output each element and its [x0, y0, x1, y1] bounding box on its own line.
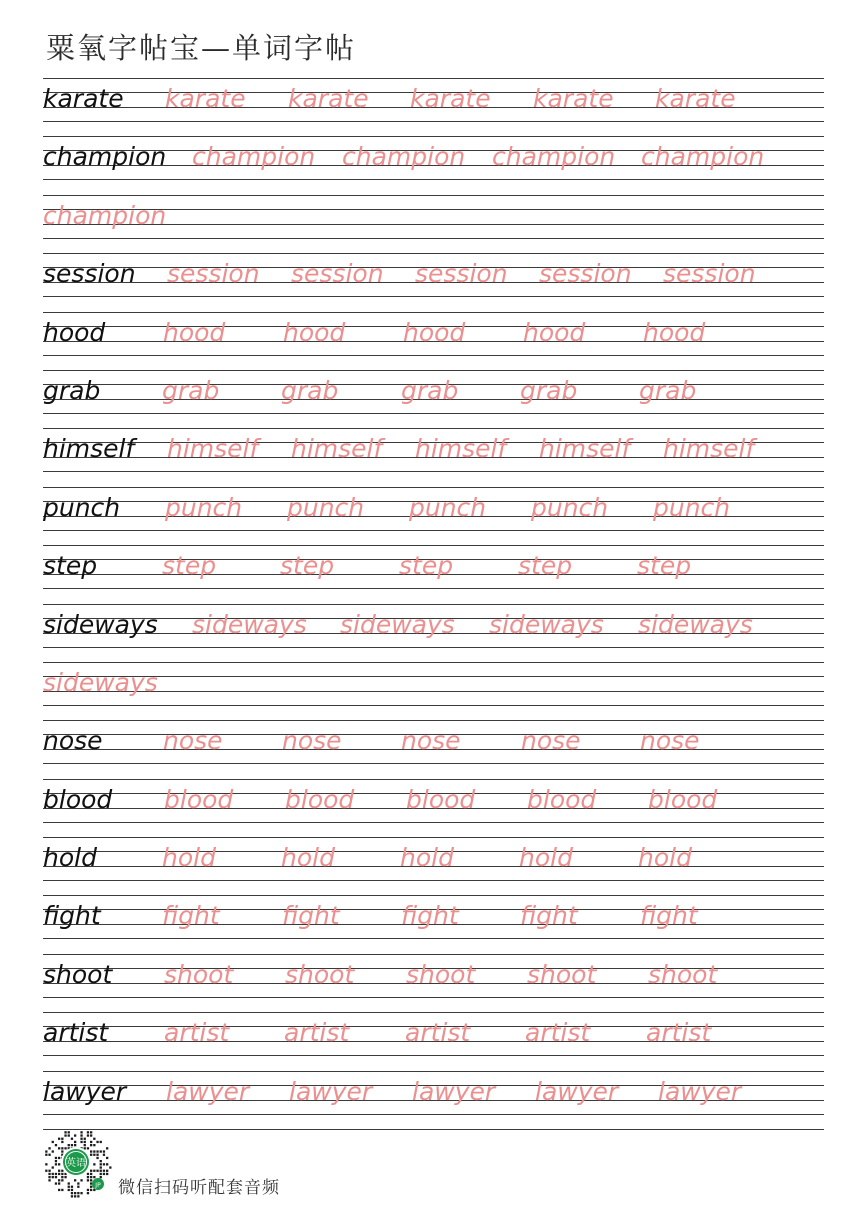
guide-line — [43, 179, 824, 180]
word-trace: himself — [167, 434, 259, 464]
word-trace: step — [399, 551, 454, 581]
word-trace: karate — [655, 84, 736, 113]
word-trace: nose — [282, 726, 342, 756]
word-trace: hold — [281, 843, 335, 873]
word-trace: nose — [401, 726, 461, 756]
practice-row — [43, 487, 824, 545]
guide-line — [43, 880, 824, 881]
svg-text:JP: JP — [95, 1182, 101, 1189]
word-trace: lawyer — [289, 1076, 373, 1106]
word-trace: himself — [415, 434, 507, 464]
word-trace: hood — [403, 317, 466, 347]
word-trace: artist — [284, 1018, 350, 1048]
word-trace: blood — [648, 784, 718, 814]
word-trace: fight — [282, 901, 340, 931]
word-model: shoot — [43, 959, 113, 989]
guide-line — [43, 413, 824, 414]
practice-row — [43, 78, 824, 136]
word-trace: hold — [638, 843, 692, 873]
guide-line — [43, 822, 824, 823]
word-trace: artist — [405, 1018, 471, 1048]
word-trace: punch — [653, 492, 731, 522]
word-trace: blood — [164, 784, 234, 814]
guide-line — [43, 895, 824, 896]
guide-line — [43, 136, 824, 137]
practice-row — [43, 428, 824, 486]
svg-text:英语: 英语 — [66, 1158, 86, 1169]
practice-row — [43, 312, 824, 370]
word-trace: grab — [281, 375, 339, 405]
word-trace: session — [291, 259, 384, 289]
word-model: blood — [43, 784, 113, 814]
guide-line — [43, 604, 824, 605]
practice-rows — [43, 78, 824, 1129]
word-trace: karate — [288, 84, 369, 113]
word-trace: hold — [400, 843, 454, 873]
guide-line — [43, 487, 824, 488]
word-trace: artist — [164, 1018, 230, 1048]
word-trace: hood — [643, 317, 706, 347]
word-trace: fight — [640, 901, 698, 931]
word-trace: blood — [285, 784, 355, 814]
guide-line — [43, 720, 824, 721]
word-trace: lawyer — [535, 1076, 619, 1106]
word-model: hood — [43, 317, 106, 347]
practice-row — [43, 1071, 824, 1129]
guide-line — [43, 705, 824, 706]
practice-row — [43, 895, 824, 953]
guide-line — [43, 545, 824, 546]
guide-line — [43, 195, 824, 196]
practice-row — [43, 1012, 824, 1070]
word-trace: champion — [192, 142, 316, 172]
word-trace: champion — [43, 200, 167, 230]
guide-line — [43, 763, 824, 764]
guide-line — [43, 1071, 824, 1072]
guide-line — [43, 954, 824, 955]
word-trace: step — [637, 551, 692, 581]
word-model: nose — [43, 726, 103, 756]
practice-row — [43, 779, 824, 837]
word-trace: shoot — [648, 959, 718, 989]
practice-row — [43, 195, 824, 253]
word-trace: nose — [640, 726, 700, 756]
word-trace: hood — [283, 317, 346, 347]
guide-line — [43, 121, 824, 122]
word-trace: champion — [641, 142, 765, 172]
guide-line — [43, 1055, 824, 1056]
guide-line — [43, 997, 824, 998]
word-trace: lawyer — [658, 1076, 742, 1106]
practice-row — [43, 837, 824, 895]
guide-line — [43, 662, 824, 663]
word-trace: sideways — [340, 609, 455, 639]
word-trace: punch — [287, 492, 365, 522]
word-trace: sideways — [489, 609, 604, 639]
word-trace: punch — [409, 492, 487, 522]
word-trace: session — [415, 259, 508, 289]
guide-line — [43, 253, 824, 254]
word-model: lawyer — [43, 1076, 127, 1106]
word-trace: lawyer — [412, 1076, 496, 1106]
guide-line — [43, 238, 824, 239]
word-trace: himself — [663, 434, 755, 464]
word-model: himself — [43, 434, 135, 464]
guide-line — [43, 471, 824, 472]
word-trace: karate — [410, 84, 491, 113]
practice-row — [43, 136, 824, 194]
word-trace: blood — [406, 784, 476, 814]
word-trace: lawyer — [166, 1076, 250, 1106]
guide-line — [43, 530, 824, 531]
guide-line — [43, 78, 824, 79]
word-trace: step — [162, 551, 217, 581]
word-trace: shoot — [527, 959, 597, 989]
word-trace: hood — [163, 317, 226, 347]
word-trace: punch — [531, 492, 609, 522]
word-model: fight — [43, 901, 101, 931]
guide-line — [43, 296, 824, 297]
guide-line — [43, 1114, 824, 1115]
guide-line — [43, 1012, 824, 1013]
guide-line — [43, 370, 824, 371]
word-trace: artist — [525, 1018, 591, 1048]
guide-line — [43, 355, 824, 356]
word-model: champion — [43, 142, 167, 172]
word-trace: sideways — [43, 667, 158, 697]
word-trace: champion — [342, 142, 466, 172]
word-trace: hold — [162, 843, 216, 873]
word-trace: shoot — [406, 959, 476, 989]
word-trace: grab — [162, 375, 220, 405]
guide-line — [43, 837, 824, 838]
word-trace: step — [518, 551, 573, 581]
word-trace: step — [280, 551, 335, 581]
word-trace: nose — [163, 726, 223, 756]
practice-row — [43, 253, 824, 311]
word-trace: fight — [401, 901, 459, 931]
word-trace: fight — [162, 901, 220, 931]
word-model: step — [43, 551, 98, 581]
word-model: karate — [43, 84, 124, 113]
word-trace: himself — [539, 434, 631, 464]
qr-code-icon — [40, 1126, 112, 1198]
guide-line — [43, 312, 824, 313]
word-model: session — [43, 259, 136, 289]
word-trace: session — [663, 259, 756, 289]
word-trace: himself — [291, 434, 383, 464]
word-model: hold — [43, 843, 97, 873]
word-trace: fight — [520, 901, 578, 931]
footer — [40, 1126, 340, 1206]
guide-line — [43, 428, 824, 429]
word-trace: shoot — [164, 959, 234, 989]
word-trace: karate — [165, 84, 246, 113]
guide-line — [43, 938, 824, 939]
word-trace: nose — [521, 726, 581, 756]
practice-row — [43, 604, 824, 662]
word-trace: artist — [646, 1018, 712, 1048]
word-trace: blood — [527, 784, 597, 814]
word-model: grab — [43, 375, 101, 405]
word-trace: champion — [492, 142, 616, 172]
page-title: 粟氧字帖宝—单词字帖 — [46, 31, 357, 65]
word-trace: hood — [523, 317, 586, 347]
word-model: punch — [43, 492, 121, 522]
word-trace: grab — [639, 375, 697, 405]
practice-row — [43, 545, 824, 603]
word-model: artist — [43, 1018, 109, 1048]
practice-row — [43, 370, 824, 428]
word-trace: session — [539, 259, 632, 289]
guide-line — [43, 588, 824, 589]
guide-line — [43, 779, 824, 780]
guide-line — [43, 691, 824, 692]
word-trace: shoot — [285, 959, 355, 989]
word-trace: punch — [165, 492, 243, 522]
practice-row — [43, 720, 824, 778]
word-trace: karate — [533, 84, 614, 113]
footer-caption: 微信扫码听配套音频 — [118, 1178, 280, 1198]
word-model: sideways — [43, 609, 158, 639]
guide-line — [43, 647, 824, 648]
word-trace: hold — [519, 843, 573, 873]
word-trace: grab — [520, 375, 578, 405]
word-trace: grab — [401, 375, 459, 405]
word-trace: sideways — [638, 609, 753, 639]
practice-row — [43, 954, 824, 1012]
word-trace: sideways — [192, 609, 307, 639]
practice-row — [43, 662, 824, 720]
word-trace: session — [167, 259, 260, 289]
guide-line — [43, 676, 824, 677]
